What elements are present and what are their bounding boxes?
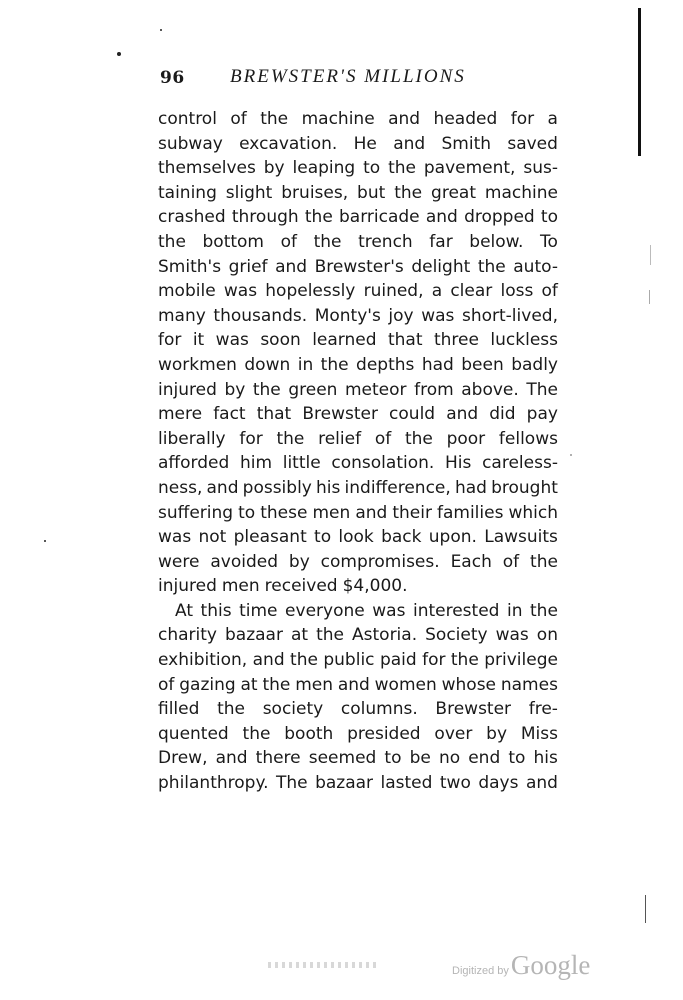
text-line: taining slight bruises, but the great machine (158, 182, 558, 203)
scan-speck (160, 29, 162, 31)
text-line: themselves by leaping to the pavement, sus- (158, 158, 558, 179)
text-line: exhibition, and the public paid for the privilege (158, 650, 558, 671)
page-edge-rule (638, 8, 641, 156)
text-line: suffering to these men and their families which (158, 502, 558, 523)
text-line: injured men received $4,000. (158, 576, 408, 597)
text-line: Drew, and there seemed to be no end to his (158, 748, 558, 769)
scan-speck (117, 52, 121, 56)
text-line: control of the machine and headed for a (158, 109, 558, 129)
text-line: subway excavation. He and Smith saved (158, 133, 558, 154)
text-line: workmen down in the depths had been badly (158, 354, 558, 375)
text-line: philanthropy. The bazaar lasted two days and (158, 773, 558, 794)
text-line: of gazing at the men and women whose names (158, 674, 558, 695)
digitized-by-google-watermark (452, 950, 590, 981)
scan-speck (570, 454, 572, 456)
text-line: mobile was hopelessly ruined, a clear loss of (158, 281, 558, 302)
text-line: ness, and possibly his indifference, had brought (158, 477, 558, 498)
body-text (158, 107, 558, 796)
watermark-prefix: Digitized by (452, 965, 509, 977)
scan-mark (645, 895, 646, 923)
text-line: quented the booth presided over by Miss (158, 723, 558, 744)
text-line: crashed through the barricade and dropped to (158, 207, 558, 228)
text-line: for it was soon learned that three luckless (158, 330, 558, 351)
page-number: 96 (160, 68, 185, 88)
text-line: charity bazaar at the Astoria. Society was on (158, 625, 558, 646)
running-head: BREWSTER'S MILLIONS (230, 66, 466, 87)
text-line: Smith's grief and Brewster's delight the auto- (158, 256, 558, 277)
page-header (160, 66, 560, 96)
text-line: liberally for the relief of the poor fellows (158, 428, 558, 449)
text-line: afforded him little consolation. His careless- (158, 453, 558, 474)
text-line: many thousands. Monty's joy was short-lived, (158, 305, 558, 326)
scan-mark (649, 290, 650, 304)
text-line: injured by the green meteor from above. The (158, 379, 558, 400)
text-line: mere fact that Brewster could and did pay (158, 404, 558, 425)
text-line: was not pleasant to look back upon. Lawsuits (158, 527, 558, 548)
text-line: the bottom of the trench far below. To (158, 231, 558, 252)
text-line: At this time everyone was interested in the (175, 600, 558, 621)
text-line: were avoided by compromises. Each of the (158, 551, 558, 572)
footer-scan-marks (268, 962, 376, 968)
scan-speck (44, 540, 46, 542)
scan-mark (650, 245, 651, 265)
google-logo-text: Google (510, 950, 591, 980)
text-line: filled the society columns. Brewster fre- (158, 699, 558, 720)
